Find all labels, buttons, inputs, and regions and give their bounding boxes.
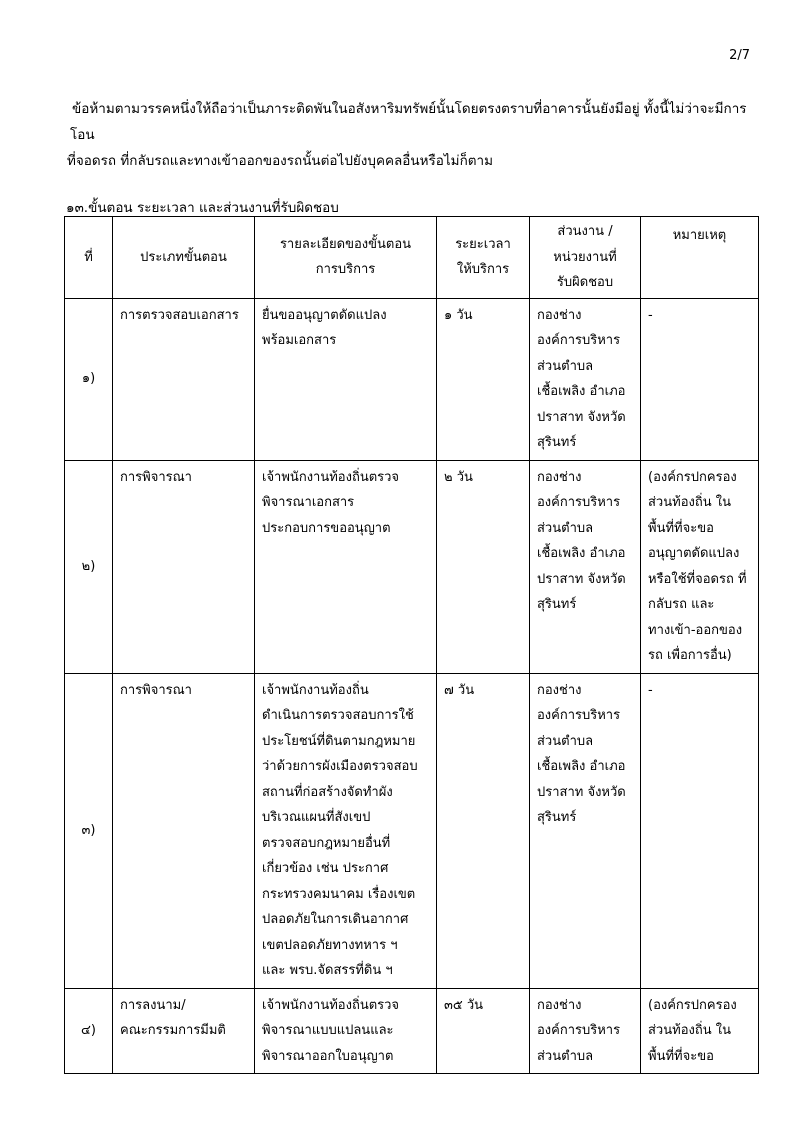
cell-duration: ๗ วัน xyxy=(437,673,530,988)
cell-remark xyxy=(641,298,759,460)
header-unit-line: ส่วนงาน / xyxy=(557,224,613,239)
intro-line: ข้อห้ามตามวรรคหนึ่งให้ถือว่าเป็นภาระติดพันในอสังหาริมทรัพย์นั้นโดยตรงตราบที่อาคารนั้นยังมีอยู่ ทั้งนี้ไม่ว่าจะมีการโอน xyxy=(70,101,747,143)
table-row xyxy=(65,673,759,988)
header-duration-line: ให้บริการ xyxy=(456,262,510,278)
cell-step-number: ๒) xyxy=(65,460,113,673)
cell-step-type-line: การลงนาม/ xyxy=(120,997,186,1013)
cell-responsible-unit-line: ส่วนตำบล xyxy=(537,1048,594,1064)
cell-step-type xyxy=(113,988,255,1074)
cell-responsible-unit-line: สุรินทร์ xyxy=(537,435,577,450)
cell-step-detail-line: ประกอบการขออนุญาต xyxy=(262,520,391,536)
cell-responsible-unit-line: เชื้อเพลิง อำเภอ xyxy=(537,546,626,561)
cell-remark-line: อนุญาตดัดแปลง xyxy=(648,546,740,561)
header-type: ประเภทขั้นตอน xyxy=(113,217,255,299)
cell-remark xyxy=(641,673,759,988)
intro-paragraph xyxy=(67,96,760,174)
cell-step-detail-line: เจ้าพนักงานท้องถิ่น xyxy=(262,682,369,698)
header-duration xyxy=(437,217,530,299)
header-duration-line: ระยะเวลา xyxy=(455,236,511,252)
section-title: ๑๓.ขั้นตอน ระยะเวลา และส่วนงานที่รับผิดชอบ xyxy=(66,200,339,216)
cell-responsible-unit-line: องค์การบริหาร xyxy=(537,708,621,723)
cell-duration: ๒ วัน xyxy=(437,460,530,673)
cell-remark-line: พื้นที่ที่จะขอ xyxy=(648,1048,714,1064)
cell-responsible-unit-line: ส่วนตำบล xyxy=(537,358,594,374)
cell-step-detail-line: พิจารณาแบบแปลนและ xyxy=(262,1023,394,1038)
cell-remark-line: - xyxy=(648,682,653,698)
cell-responsible-unit-line: เชื้อเพลิง อำเภอ xyxy=(537,384,626,399)
cell-responsible-unit-line: ปราสาท จังหวัด xyxy=(537,784,626,800)
page-number: 2/7 xyxy=(729,48,750,63)
cell-step-detail-line: พิจารณาออกใบอนุญาต xyxy=(262,1048,394,1064)
cell-remark-line: รถ เพื่อการอื่น) xyxy=(648,648,732,663)
cell-duration: ๑ วัน xyxy=(437,298,530,460)
cell-step-detail xyxy=(255,988,437,1074)
cell-remark xyxy=(641,460,759,673)
header-remark: หมายเหตุ xyxy=(641,217,759,299)
cell-step-detail-line: เจ้าพนักงานท้องถิ่นตรวจ xyxy=(262,997,400,1013)
cell-step-number: ๑) xyxy=(65,298,113,460)
cell-step-detail-line: เกี่ยวข้อง เช่น ประกาศ xyxy=(262,861,389,876)
cell-remark-line: (องค์กรปกครอง xyxy=(648,997,737,1013)
table-row xyxy=(65,460,759,673)
cell-step-detail-line: บริเวณแผนที่สังเขป xyxy=(262,810,371,825)
header-no: ที่ xyxy=(65,217,113,299)
cell-step-type xyxy=(113,673,255,988)
cell-duration: ๓๕ วัน xyxy=(437,988,530,1074)
cell-responsible-unit-line: สุรินทร์ xyxy=(537,597,577,612)
cell-step-number: ๓) xyxy=(65,673,113,988)
cell-step-detail-line: เขตปลอดภัยทางทหาร ฯ xyxy=(262,937,398,953)
cell-responsible-unit xyxy=(530,673,641,988)
cell-remark xyxy=(641,988,759,1074)
cell-responsible-unit-line: กองช่าง xyxy=(537,469,582,485)
cell-step-detail-line: ดำเนินการตรวจสอบการใช้ xyxy=(262,708,414,723)
cell-step-detail-line: พร้อมเอกสาร xyxy=(262,333,337,348)
header-detail-line: รายละเอียดของขั้นตอน xyxy=(279,236,412,252)
cell-step-detail-line: ปลอดภัยในการเดินอากาศ xyxy=(262,912,409,927)
cell-step-detail-line: กระทรวงคมนาคม เรื่องเขต xyxy=(262,886,416,902)
cell-remark-line: หรือใช้ที่จอดรถ ที่ xyxy=(648,571,747,587)
cell-remark-line: ส่วนท้องถิ่น ใน xyxy=(648,1023,731,1038)
cell-step-type-line: คณะกรรมการมีมติ xyxy=(120,1023,226,1038)
table-row xyxy=(65,298,759,460)
cell-responsible-unit-line: องค์การบริหาร xyxy=(537,333,621,348)
cell-responsible-unit-line: กองช่าง xyxy=(537,307,582,323)
cell-step-detail-line: ว่าด้วยการผังเมืองตรวจสอบ xyxy=(262,759,418,774)
header-unit-line: รับผิดชอบ xyxy=(556,275,614,290)
cell-remark-line: (องค์กรปกครอง xyxy=(648,469,737,485)
cell-responsible-unit xyxy=(530,460,641,673)
cell-responsible-unit-line: ปราสาท จังหวัด xyxy=(537,571,626,587)
header-detail xyxy=(255,217,437,299)
cell-responsible-unit-line: องค์การบริหาร xyxy=(537,1023,621,1038)
cell-step-detail xyxy=(255,460,437,673)
cell-responsible-unit-line: องค์การบริหาร xyxy=(537,495,621,510)
cell-responsible-unit-line: ส่วนตำบล xyxy=(537,520,594,536)
cell-responsible-unit xyxy=(530,298,641,460)
intro-line: ที่จอดรถ ที่กลับรถและทางเข้าออกของรถนั้นต่อไปยังบุคคลอื่นหรือไม่ก็ตาม xyxy=(67,153,494,169)
header-detail-line: การบริการ xyxy=(315,262,376,278)
cell-remark-line: ส่วนท้องถิ่น ใน xyxy=(648,495,731,510)
steps-table xyxy=(64,216,759,1074)
table-row xyxy=(65,988,759,1074)
cell-step-type xyxy=(113,298,255,460)
cell-step-detail-line: และ พรบ.จัดสรรที่ดิน ฯ xyxy=(262,963,393,978)
cell-responsible-unit-line: กองช่าง xyxy=(537,682,582,698)
cell-remark-line: กลับรถ และ xyxy=(648,597,715,612)
cell-step-type-line: การพิจารณา xyxy=(120,469,192,485)
cell-responsible-unit xyxy=(530,988,641,1074)
cell-step-detail-line: ตรวจสอบกฎหมายอื่นที่ xyxy=(262,835,391,851)
cell-responsible-unit-line: สุรินทร์ xyxy=(537,810,577,825)
cell-step-number: ๔) xyxy=(65,988,113,1074)
cell-responsible-unit-line: ส่วนตำบล xyxy=(537,733,594,749)
header-unit xyxy=(530,217,641,299)
cell-step-type-line: การพิจารณา xyxy=(120,682,192,698)
cell-responsible-unit-line: กองช่าง xyxy=(537,997,582,1013)
cell-step-detail-line: พิจารณาเอกสาร xyxy=(262,495,355,510)
cell-step-detail-line: ประโยชน์ที่ดินตามกฎหมาย xyxy=(262,733,416,749)
cell-step-type-line: การตรวจสอบเอกสาร xyxy=(120,307,239,323)
header-unit-line: หน่วยงานที่ xyxy=(553,249,617,265)
cell-responsible-unit-line: เชื้อเพลิง อำเภอ xyxy=(537,759,626,774)
cell-step-detail-line: ยื่นขออนุญาตดัดแปลง xyxy=(262,307,387,323)
cell-step-detail-line: เจ้าพนักงานท้องถิ่นตรวจ xyxy=(262,469,400,485)
cell-remark-line: พื้นที่ที่จะขอ xyxy=(648,520,714,536)
cell-step-detail-line: สถานที่ก่อสร้างจัดทำผัง xyxy=(262,784,393,800)
cell-step-type xyxy=(113,460,255,673)
cell-responsible-unit-line: ปราสาท จังหวัด xyxy=(537,409,626,425)
table-header-row xyxy=(65,217,759,299)
cell-step-detail xyxy=(255,673,437,988)
cell-remark-line: - xyxy=(648,307,653,323)
cell-step-detail xyxy=(255,298,437,460)
cell-remark-line: ทางเข้า-ออกของ xyxy=(648,622,743,638)
